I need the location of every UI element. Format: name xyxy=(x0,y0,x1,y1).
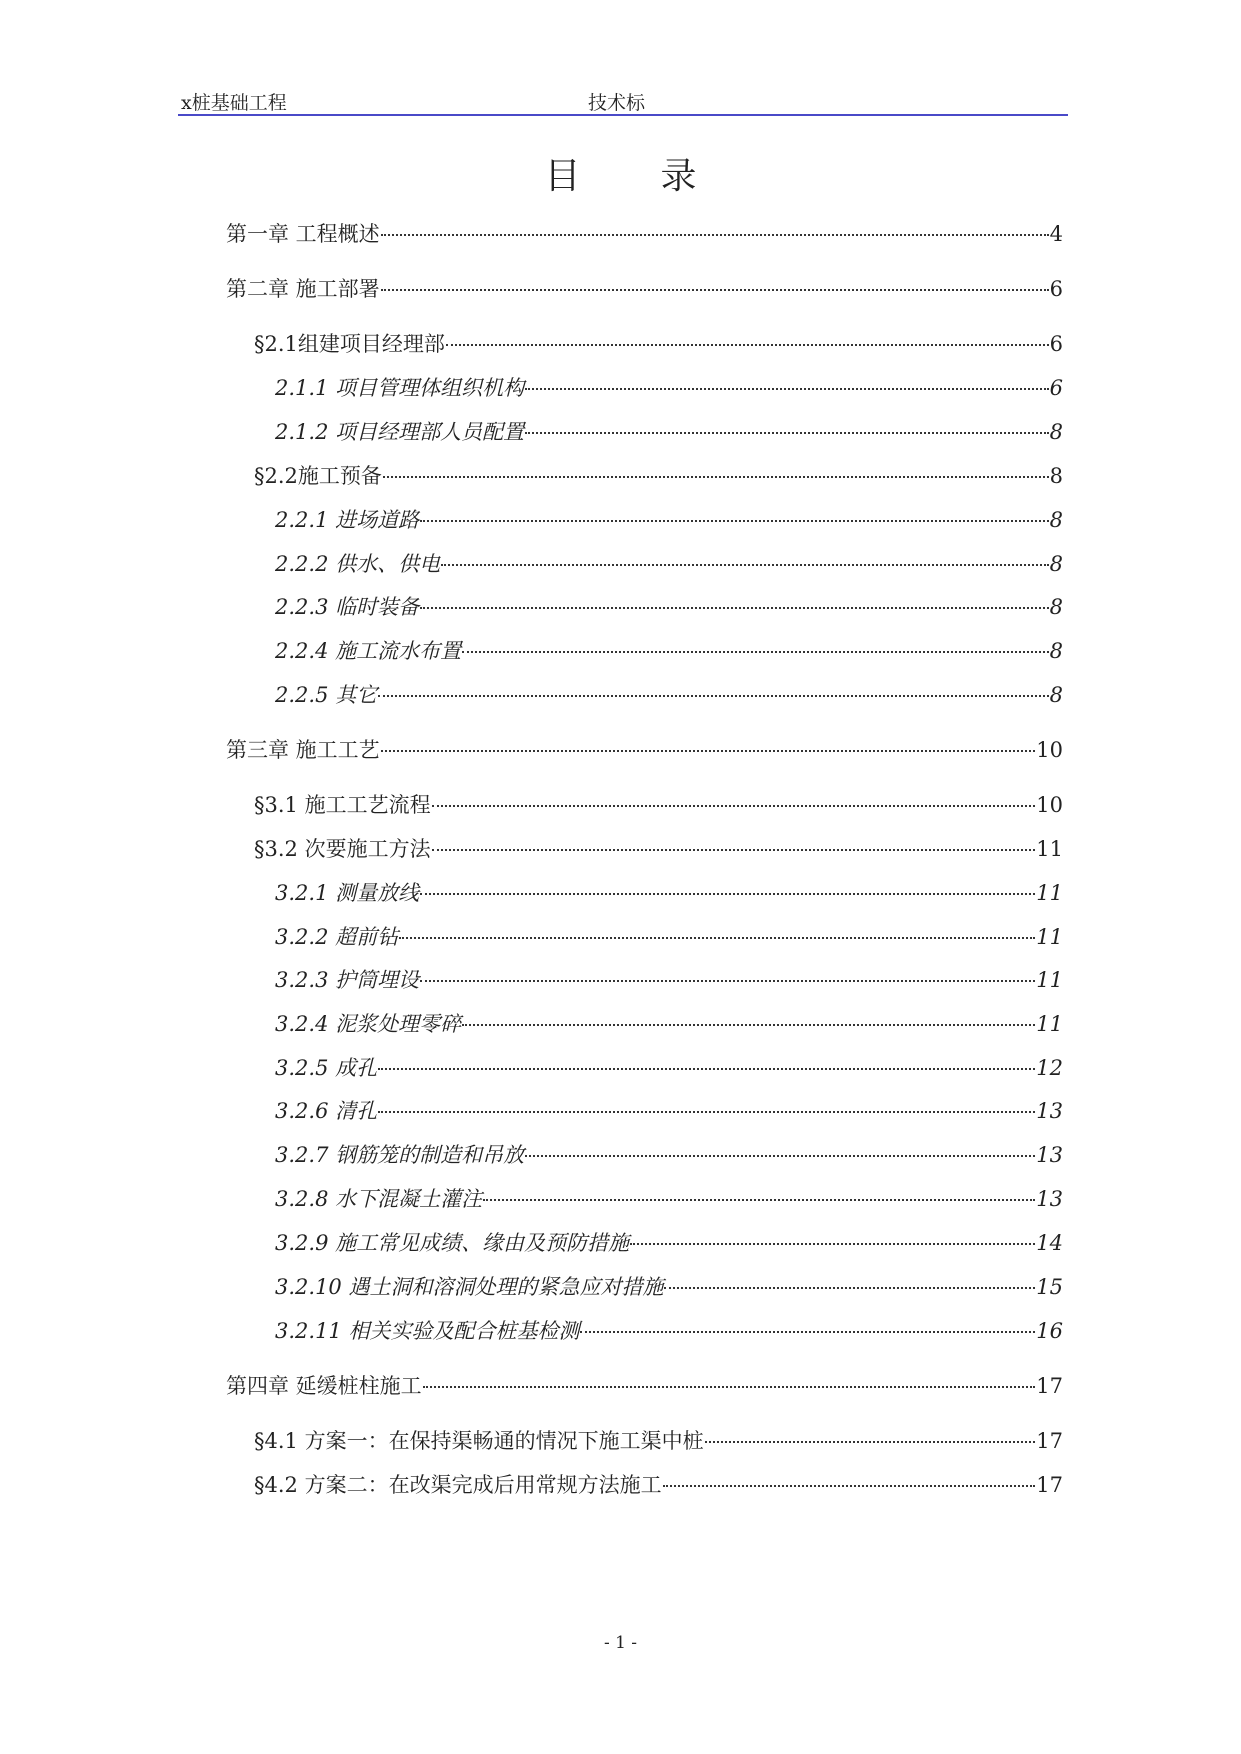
toc-entry[interactable] xyxy=(254,328,1063,358)
toc-entry-label: 2.1.1 项目管理体组织机构 xyxy=(275,376,525,400)
toc-entry-page: 17 xyxy=(1036,1374,1063,1398)
toc-entry-label: 第二章 施工部署 xyxy=(226,277,380,301)
toc-entry-label: 3.2.9 施工常见成绩、缘由及预防措施 xyxy=(275,1231,630,1255)
toc-entry-page: 6 xyxy=(1049,332,1063,356)
toc-entry-page: 8 xyxy=(1049,595,1063,619)
toc-entry[interactable] xyxy=(275,1095,1063,1125)
toc-entry[interactable] xyxy=(275,372,1063,402)
toc-dot-leader xyxy=(378,695,1049,697)
toc-dot-leader xyxy=(432,805,1036,807)
toc-entry-label: 3.2.5 成孔 xyxy=(275,1056,378,1080)
toc-entry-label: 3.2.11 相关实验及配合桩基检测 xyxy=(275,1319,580,1343)
toc-entry-label: 3.2.8 水下混凝土灌注 xyxy=(275,1187,483,1211)
toc-entry[interactable] xyxy=(254,833,1063,863)
toc-entry-page: 16 xyxy=(1036,1319,1063,1343)
page-number: - 1 - xyxy=(603,1633,638,1653)
header-document-type: 技术标 xyxy=(588,92,646,114)
toc-entry-page: 8 xyxy=(1049,639,1063,663)
toc-entry-page: 11 xyxy=(1036,837,1063,861)
toc-entry-label: 3.2.2 超前钻 xyxy=(275,925,399,949)
toc-entry-label: 2.2.3 临时装备 xyxy=(275,595,420,619)
toc-dot-leader xyxy=(483,1199,1035,1201)
toc-entry[interactable] xyxy=(226,273,1063,303)
toc-entry[interactable] xyxy=(275,921,1063,951)
toc-entry-label: 3.2.7 钢筋笼的制造和吊放 xyxy=(275,1143,525,1167)
toc-entry[interactable] xyxy=(275,679,1063,709)
toc-dot-leader xyxy=(525,1155,1035,1157)
toc-entry[interactable] xyxy=(254,789,1063,819)
toc-entry[interactable] xyxy=(275,591,1063,621)
toc-entry-page: 10 xyxy=(1036,793,1063,817)
toc-entry-label: 3.2.10 遇土洞和溶洞处理的紧急应对措施 xyxy=(275,1275,664,1299)
toc-dot-leader xyxy=(381,234,1049,236)
toc-dot-leader xyxy=(378,1068,1035,1070)
toc-entry-label: 2.2.4 施工流水布置 xyxy=(275,639,462,663)
toc-entry[interactable] xyxy=(275,1008,1063,1038)
toc-entry-label: 2.1.2 项目经理部人员配置 xyxy=(275,420,525,444)
header-project-name: x桩基础工程 xyxy=(181,92,287,114)
toc-entry[interactable] xyxy=(275,964,1063,994)
toc-entry-label: 3.2.3 护筒埋设 xyxy=(275,968,420,992)
toc-entry-label: §3.2 次要施工方法 xyxy=(254,837,431,861)
toc-entry-page: 8 xyxy=(1049,464,1063,488)
toc-dot-leader xyxy=(630,1243,1035,1245)
toc-entry-label: 2.2.2 供水、供电 xyxy=(275,552,441,576)
toc-entry[interactable] xyxy=(226,734,1063,764)
toc-entry-label: 2.2.5 其它 xyxy=(275,683,378,707)
toc-entry[interactable] xyxy=(275,1227,1063,1257)
toc-entry-page: 8 xyxy=(1049,683,1063,707)
toc-entry-label: 3.2.6 清孔 xyxy=(275,1099,378,1123)
toc-entry-label: 第三章 施工工艺 xyxy=(226,738,380,762)
toc-entry-page: 4 xyxy=(1049,222,1063,246)
toc-dot-leader xyxy=(432,849,1036,851)
toc-entry-page: 8 xyxy=(1049,508,1063,532)
toc-dot-leader xyxy=(383,476,1049,478)
toc-entry-page: 11 xyxy=(1036,968,1063,992)
toc-entry-label: 3.2.4 泥浆处理零碎 xyxy=(275,1012,462,1036)
toc-entry-page: 8 xyxy=(1049,552,1063,576)
toc-entry[interactable] xyxy=(254,1425,1063,1455)
toc-dot-leader xyxy=(441,564,1049,566)
toc-entry[interactable] xyxy=(226,1370,1063,1400)
toc-dot-leader xyxy=(420,607,1049,609)
toc-entry-label: §2.1组建项目经理部 xyxy=(254,332,445,356)
toc-entry[interactable] xyxy=(275,548,1063,578)
toc-dot-leader xyxy=(446,344,1049,346)
toc-dot-leader xyxy=(420,980,1035,982)
toc-dot-leader xyxy=(381,750,1036,752)
toc-entry[interactable] xyxy=(275,1271,1063,1301)
toc-entry-page: 13 xyxy=(1036,1143,1063,1167)
toc-entry-label: 2.2.1 进场道路 xyxy=(275,508,420,532)
toc-dot-leader xyxy=(381,289,1049,291)
toc-entry-label: §2.2施工预备 xyxy=(254,464,382,488)
toc-dot-leader xyxy=(580,1331,1035,1333)
toc-entry[interactable] xyxy=(275,1139,1063,1169)
toc-entry[interactable] xyxy=(275,1052,1063,1082)
toc-entry-page: 11 xyxy=(1036,881,1063,905)
toc-dot-leader xyxy=(462,1024,1035,1026)
toc-entry-page: 14 xyxy=(1036,1231,1063,1255)
toc-dot-leader xyxy=(462,651,1049,653)
toc-dot-leader xyxy=(378,1111,1035,1113)
toc-entry[interactable] xyxy=(254,1469,1063,1499)
toc-dot-leader xyxy=(705,1441,1036,1443)
toc-entry-page: 11 xyxy=(1036,1012,1063,1036)
toc-dot-leader xyxy=(423,1386,1036,1388)
toc-entry[interactable] xyxy=(275,877,1063,907)
toc-entry-label: §4.2 方案二：在改渠完成后用常规方法施工 xyxy=(254,1473,662,1497)
toc-entry[interactable] xyxy=(275,416,1063,446)
toc-entry-page: 6 xyxy=(1049,277,1063,301)
toc-entry-page: 10 xyxy=(1036,738,1063,762)
toc-entry-label: 第四章 延缓桩柱施工 xyxy=(226,1374,422,1398)
toc-entry-label: §3.1 施工工艺流程 xyxy=(254,793,431,817)
toc-entry-page: 17 xyxy=(1036,1473,1063,1497)
toc-entry[interactable] xyxy=(275,635,1063,665)
toc-dot-leader xyxy=(420,893,1035,895)
toc-entry[interactable] xyxy=(275,504,1063,534)
toc-entry-page: 13 xyxy=(1036,1187,1063,1211)
toc-entry-page: 12 xyxy=(1036,1056,1063,1080)
toc-entry-page: 17 xyxy=(1036,1429,1063,1453)
page-title: 目录 xyxy=(544,156,777,197)
toc-dot-leader xyxy=(399,937,1035,939)
toc-entry-page: 13 xyxy=(1036,1099,1063,1123)
toc-entry[interactable] xyxy=(275,1183,1063,1213)
toc-dot-leader xyxy=(663,1485,1036,1487)
toc-entry-page: 8 xyxy=(1049,420,1063,444)
toc-entry[interactable] xyxy=(275,1315,1063,1345)
toc-dot-leader xyxy=(525,388,1049,390)
toc-entry-page: 11 xyxy=(1036,925,1063,949)
toc-entry-label: 第一章 工程概述 xyxy=(226,222,380,246)
toc-entry-label: 3.2.1 测量放线 xyxy=(275,881,420,905)
toc-entry[interactable] xyxy=(226,218,1063,248)
toc-dot-leader xyxy=(420,520,1049,522)
toc-entry-page: 6 xyxy=(1049,376,1063,400)
toc-entry-page: 15 xyxy=(1036,1275,1063,1299)
toc-dot-leader xyxy=(525,432,1049,434)
toc-dot-leader xyxy=(664,1287,1035,1289)
toc-entry[interactable] xyxy=(254,460,1063,490)
toc-entry-label: §4.1 方案一：在保持渠畅通的情况下施工渠中桩 xyxy=(254,1429,704,1453)
